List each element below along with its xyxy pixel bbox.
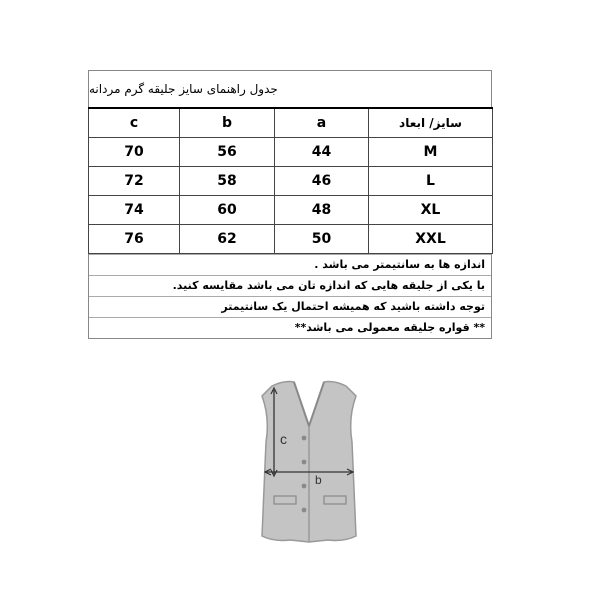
notes-block (88, 254, 492, 339)
note-line: اندازه ها به سانتیمتر می باشد . (89, 254, 491, 275)
button-dot (302, 436, 307, 441)
cell-c: 74 (89, 196, 180, 225)
vest-illustration (244, 372, 374, 552)
button-dot (302, 460, 307, 465)
button-dot (302, 508, 307, 513)
button-dot (302, 484, 307, 489)
table-header-row (89, 108, 493, 138)
cell-a: 50 (275, 225, 369, 254)
header-c: c (89, 108, 180, 138)
cell-b: 60 (180, 196, 275, 225)
table-row (89, 225, 493, 254)
note-line: با یکی از جلیقه هایی که اندازه تان می باشد مقایسه کنید. (89, 275, 491, 296)
cell-a: 46 (275, 167, 369, 196)
cell-a: 44 (275, 138, 369, 167)
cell-c: 76 (89, 225, 180, 254)
table-row (89, 196, 493, 225)
table-row (89, 167, 493, 196)
cell-size: XL (369, 196, 493, 225)
size-table (88, 107, 493, 254)
header-size: سایز/ ابعاد (369, 108, 493, 138)
cell-size: L (369, 167, 493, 196)
table-row (89, 138, 493, 167)
cell-c: 70 (89, 138, 180, 167)
header-b: b (180, 108, 275, 138)
header-a: a (275, 108, 369, 138)
cell-b: 56 (180, 138, 275, 167)
cell-b: 62 (180, 225, 275, 254)
cell-c: 72 (89, 167, 180, 196)
cell-size: M (369, 138, 493, 167)
note-line: توجه داشته باشید که همیشه احتمال یک سانتیمتر (89, 296, 491, 317)
cell-size: XXL (369, 225, 493, 254)
cell-b: 58 (180, 167, 275, 196)
label-c: c (280, 431, 287, 447)
chart-title: جدول راهنمای سایز جلیقه گرم مردانه (88, 70, 492, 107)
vest-diagram (244, 372, 374, 552)
note-line: ** قواره جلیقه معمولی می باشد** (89, 317, 491, 338)
size-chart (88, 70, 492, 339)
label-b: b (315, 473, 322, 487)
cell-a: 48 (275, 196, 369, 225)
